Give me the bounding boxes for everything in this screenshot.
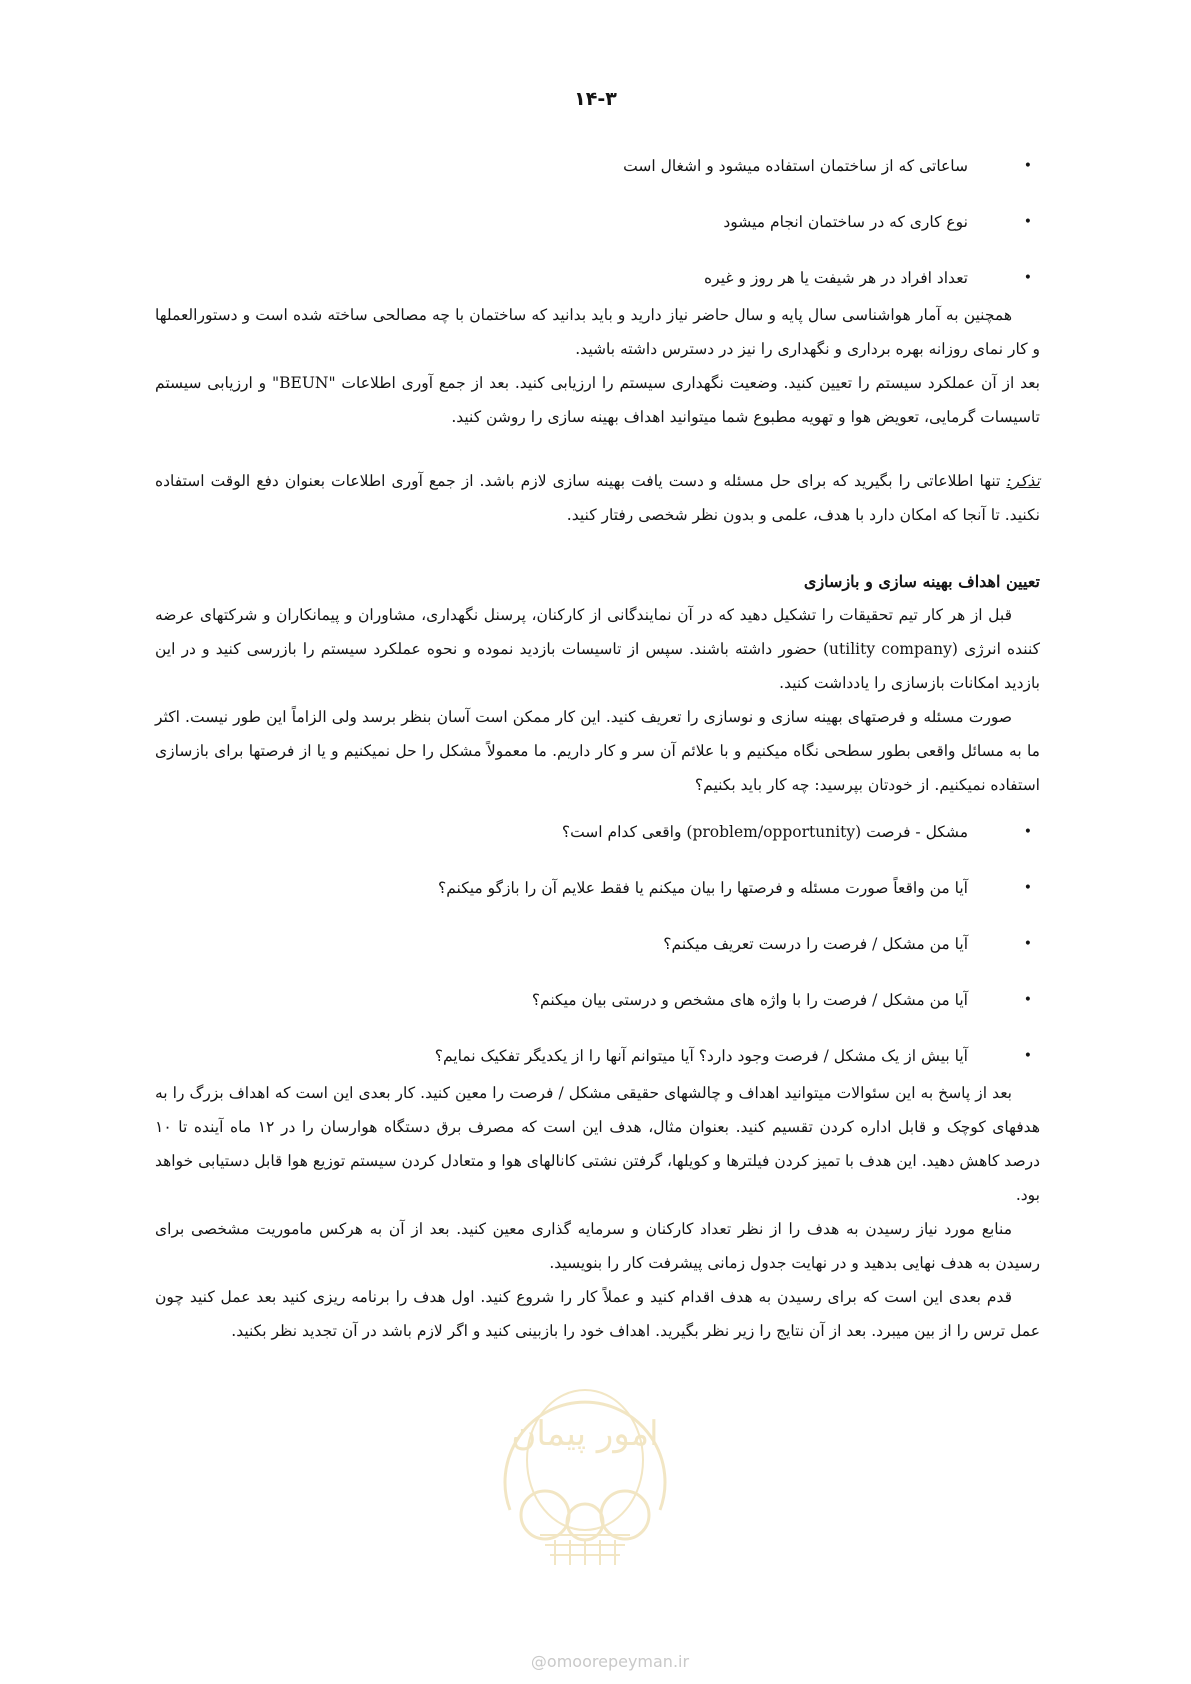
note-label: تذکر: [1006, 472, 1040, 490]
page-number: ۱۴-۳ [574, 88, 617, 110]
document-body [155, 150, 1040, 1348]
list-item: • آیا من مشکل / فرصت را با واژه های مشخص و درستی بیان میکنم؟ [155, 984, 1040, 1016]
list-item: • آیا من واقعاً صورت مسئله و فرصتها را بیان میکنم یا فقط علایم آن را بازگو میکنم؟ [155, 872, 1040, 904]
list-item: • تعداد افراد در هر شیفت یا هر روز و غیره [155, 262, 1040, 294]
note-text: تنها اطلاعاتی را بگیرید که برای حل مسئله و دست یافت بهینه سازی لازم باشد. از جمع آوری اطلاعات بعنوان دفع الوقت استفاده نکنید. تا آنجا که امکان دارد با هدف، علمی و بدون نظر شخصی رفتار کنید. [155, 472, 1040, 524]
footer-site: @omoorepeyman.ir [530, 1652, 690, 1671]
watermark-text: امور پیمان [511, 1414, 659, 1454]
paragraph: قبل از هر کار تیم تحقیقات را تشکیل دهید که در آن نمایندگانی از کارکنان، پرسنل نگهداری، مشاوران و پیمانکاران و شرکتهای عرضه کننده انرژی (utility company) حضور داشته باشند. سپس از تاسیسات بازدید نموده و نحوه عملکرد سیستم را بازرسی کنید و در این بازدید امکانات بازسازی را یادداشت کنید. [155, 606, 1041, 692]
list-item: • ساعاتی که از ساختمان استفاده میشود و اشغال است [155, 150, 1040, 182]
question-bullet-list [155, 816, 1040, 1072]
list-item: • آیا من مشکل / فرصت را درست تعریف میکنم؟ [155, 928, 1040, 960]
paragraph: بعد از آن عملکرد سیستم را تعیین کنید. وضعیت نگهداری سیستم را ارزیابی کنید. بعد از جمع آوری اطلاعات "BEUN" و ارزیابی سیستم تاسیسات گرمایی، تعویض هوا و تهویه مطبوع شما میتوانید اهداف بهینه سازی را روشن کنید. [155, 374, 1040, 426]
paragraph: منابع مورد نیاز رسیدن به هدف را از نظر تعداد کارکنان و سرمایه گذاری معین کنید. بعد از آن به هرکس ماموریت مشخصی برای رسیدن به هدف نهایی بدهید و در نهایت جدول زمانی پیشرفت کار را بنویسید. [155, 1220, 1040, 1272]
list-item: • آیا بیش از یک مشکل / فرصت وجود دارد؟ آیا میتوانم آنها را از یکدیگر تفکیک نمایم؟ [155, 1040, 1040, 1072]
paragraph: قدم بعدی این است که برای رسیدن به هدف اقدام کنید و عملاً کار را شروع کنید. اول هدف را برنامه ریزی کنید بعد عمل کنید چون عمل ترس را از بین میبرد. بعد از آن نتایج را زیر نظر بگیرید. اهداف خود را بازبینی کنید و اگر لازم باشد در آن تجدید نظر بکنید. [155, 1288, 1040, 1340]
section-heading: تعیین اهداف بهینه سازی و بازسازی [803, 572, 1040, 591]
list-item: • نوع کاری که در ساختمان انجام میشود [155, 206, 1040, 238]
gear-icon [601, 1491, 649, 1539]
paragraph: بعد از پاسخ به این سئوالات میتوانید اهداف و چالشهای حقیقی مشکل / فرصت را معین کنید. کار بعدی این است که اهداف بزرگ را به هدفهای کوچک و قابل اداره کردن تقسیم کنید. بعنوان مثال، هدف این است که مصرف برق دستگاه هوارسان را در ۱۲ ماه آینده تا ۱۰ درصد کاهش دهید. این هدف با تمیز کردن فیلترها و کویلها، گرفتن نشتی کانالهای هوا و متعادل کردن سیستم توزیع هوا قابل دستیابی خواهد بود. [155, 1084, 1040, 1204]
watermark-logo [470, 1340, 700, 1570]
paragraph: صورت مسئله و فرصتهای بهینه سازی و نوسازی را تعریف کنید. این کار ممکن است آسان بنظر برسد ولی الزاماً این طور نیست. اکثر ما به مسائل واقعی بطور سطحی نگاه میکنیم و با علائم آن سر و کار داریم. ما معمولاً مشکل را حل نمیکنیم و یا از فرصتها برای بازسازی استفاده نمیکنیم. از خودتان بپرسید: چه کار باید بکنیم؟ [155, 708, 1040, 794]
list-item: • مشکل - فرصت (problem/opportunity) واقعی کدام است؟ [155, 816, 1040, 848]
paragraph: همچنین به آمار هواشناسی سال پایه و سال حاضر نیاز دارید و باید بدانید که ساختمان با چه مصالحی ساخته شده است و دستورالعملها و کار نمای روزانه بهره برداری و نگهداری را نیز در دسترس داشته باشید. [155, 306, 1040, 358]
note-paragraph [155, 464, 1040, 532]
gear-icon [521, 1491, 569, 1539]
top-bullet-list [155, 150, 1040, 294]
